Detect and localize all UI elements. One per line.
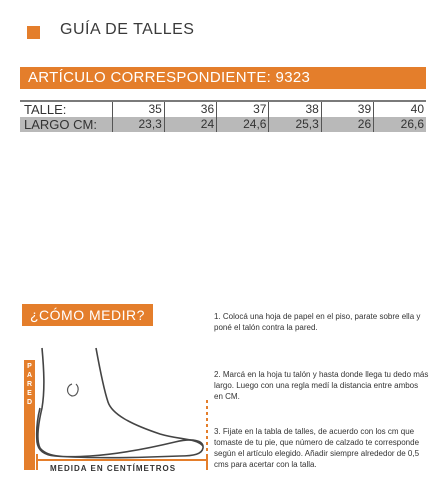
largo-cell: 25,3 <box>269 117 321 132</box>
leg-front-line <box>96 348 203 446</box>
table-row-largo <box>20 117 426 132</box>
wall-label-letter: P <box>27 363 32 370</box>
step-2-text: 2. Marcá en la hoja tu talón y hasta donde llega tu dedo más largo. Luego con una regla medí la distancia entre ambos en CM. <box>214 370 429 401</box>
measure-label: MEDIDA EN CENTÍMETROS <box>50 464 177 473</box>
step-1-text: 1. Colocá una hoja de papel en el piso, parate sobre ella y poné el talón contra la pared. <box>214 312 421 332</box>
talle-cell: 35 <box>112 101 164 117</box>
header-accent-square <box>27 26 40 39</box>
como-medir-banner: ¿CÓMO MEDIR? <box>22 304 153 326</box>
largo-cell: 23,3 <box>112 117 164 132</box>
talle-cell: 36 <box>164 101 216 117</box>
largo-cell: 26 <box>321 117 373 132</box>
largo-cell: 24 <box>164 117 216 132</box>
wall-label-letter: E <box>27 390 32 397</box>
page-title: GUÍA DE TALLES <box>60 21 195 38</box>
talle-label: TALLE: <box>20 101 112 117</box>
largo-label: LARGO CM: <box>20 117 112 132</box>
talle-cell: 38 <box>269 101 321 117</box>
table-row-talle <box>20 101 426 117</box>
talle-cell: 40 <box>374 101 426 117</box>
talle-cell: 39 <box>321 101 373 117</box>
talle-cell: 37 <box>217 101 269 117</box>
size-table <box>20 100 426 132</box>
wall-label-letter: R <box>26 381 33 388</box>
largo-cell: 26,6 <box>374 117 426 132</box>
step-3-text: 3. Fijate en la tabla de talles, de acuerdo con los cm que tomaste de tu pie, que número de calzado te corresponde según el artículo elegido. Añadir siempre alrededor de 0,5 cms para acertar con la talla. <box>214 427 420 469</box>
wall-label <box>24 362 35 407</box>
ankle-bone <box>68 384 79 396</box>
foot-outline <box>37 348 203 458</box>
wall-label-letter: D <box>26 399 33 406</box>
largo-cell: 24,6 <box>217 117 269 132</box>
wall-label-letter: A <box>26 372 33 379</box>
article-banner: ARTÍCULO CORRESPONDIENTE: 9323 <box>20 67 426 89</box>
